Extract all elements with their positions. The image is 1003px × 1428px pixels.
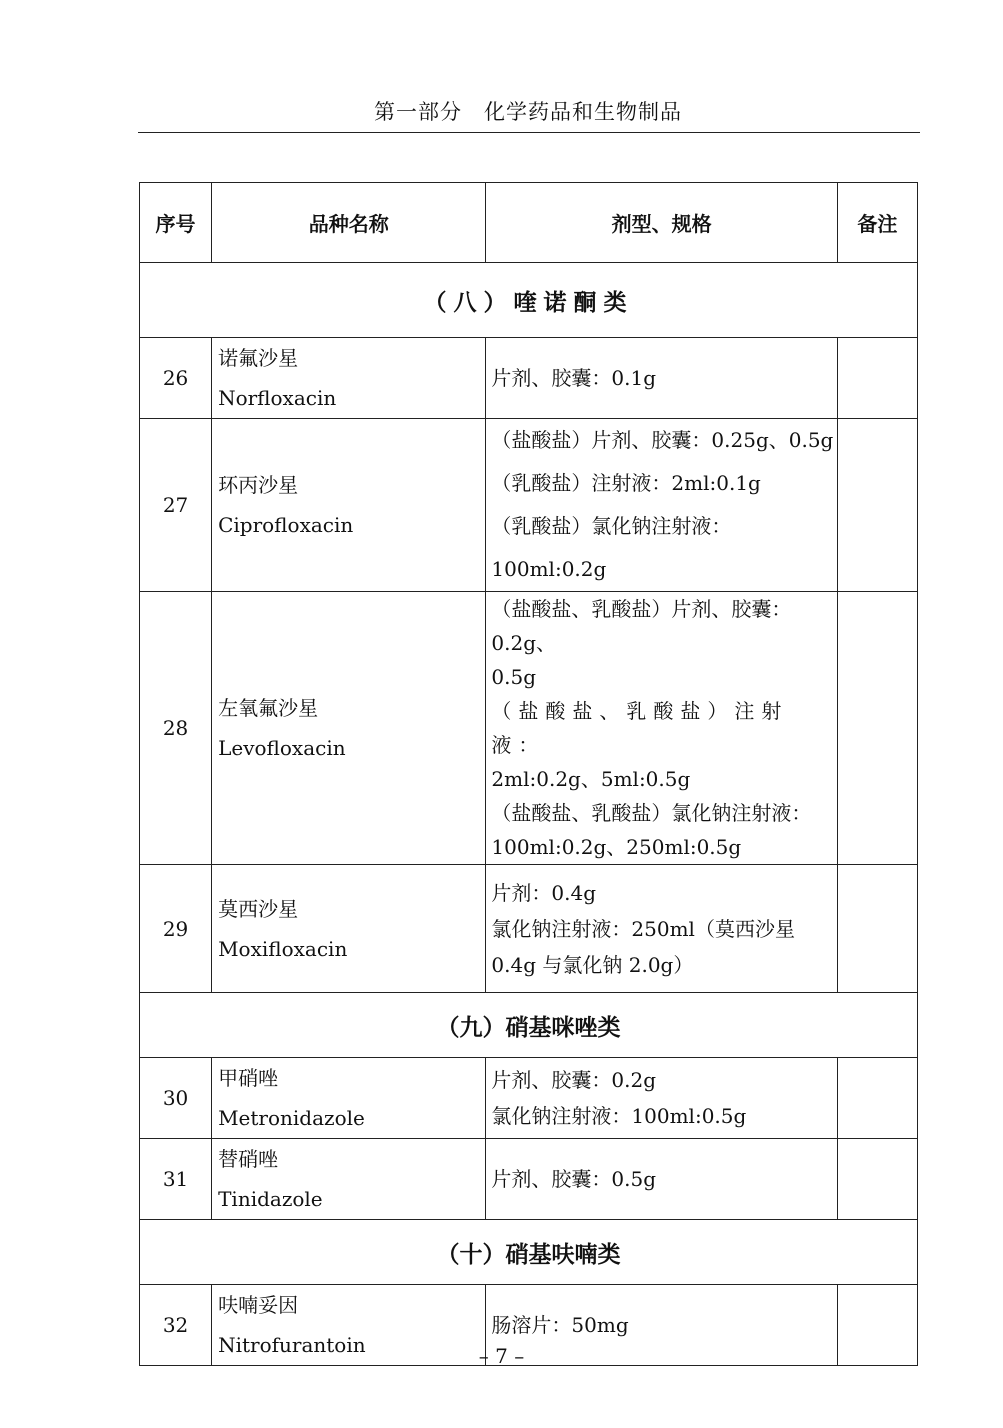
drug-name-en: Moxifloxacin (218, 936, 348, 961)
table-row (140, 419, 918, 592)
table-row (140, 1139, 918, 1220)
column-header-index: 序号 (140, 183, 212, 263)
drug-note (837, 592, 917, 865)
drug-name-zh: 甲硝唑 (218, 1066, 279, 1090)
drug-name-zh: 环丙沙星 (218, 473, 299, 497)
column-header-note: 备注 (837, 183, 917, 263)
spec-line: 100ml:0.2g、250ml:0.5g (491, 835, 742, 859)
row-index: 32 (140, 1285, 212, 1366)
page-number: – 7 – (478, 1344, 525, 1368)
table-row (140, 865, 918, 993)
column-header-spec: 剂型、规格 (486, 183, 837, 263)
drug-note (837, 1058, 917, 1139)
row-index: 29 (140, 865, 212, 993)
drug-note (837, 419, 917, 592)
row-index: 27 (140, 419, 212, 592)
row-index: 31 (140, 1139, 212, 1220)
section-title: （十）硝基呋喃类 (140, 1220, 918, 1285)
drug-name-zh: 呋喃妥因 (218, 1293, 299, 1317)
spec-line: （乳酸盐）注射液：2ml:0.1g (491, 471, 761, 495)
drug-name-zh: 替硝唑 (218, 1147, 279, 1171)
drug-note (837, 865, 917, 993)
drug-name (212, 338, 486, 419)
drug-name-en: Nitrofurantoin (218, 1333, 366, 1357)
drug-table (139, 182, 918, 1366)
section-row (140, 263, 918, 338)
drug-spec (486, 419, 837, 592)
drug-spec (486, 592, 837, 865)
spec-line: （盐酸盐、乳酸盐）氯化钠注射液： (491, 801, 812, 825)
spec-line: 片剂、胶囊：0.2g (491, 1068, 657, 1092)
drug-name-zh: 左氧氟沙星 (218, 696, 319, 720)
spec-line: 氯化钠注射液：100ml:0.5g (491, 1104, 747, 1128)
row-index: 26 (140, 338, 212, 419)
spec-line: 0.5g (491, 665, 537, 689)
drug-name (212, 419, 486, 592)
section-row (140, 993, 918, 1058)
spec-line: 2ml:0.2g、5ml:0.5g (491, 767, 691, 791)
table-row (140, 338, 918, 419)
spec-line: 肠溶片：50mg (491, 1313, 629, 1337)
drug-name-en: Levofloxacin (218, 736, 346, 760)
drug-name-en: Metronidazole (218, 1106, 365, 1130)
drug-note (837, 338, 917, 419)
drug-name-zh: 诺氟沙星 (218, 346, 299, 370)
header-divider (138, 132, 920, 133)
spec-line: 片剂、胶囊：0.1g (491, 366, 657, 390)
spec-line: （乳酸盐）氯化钠注射液：100ml:0.2g (491, 514, 732, 581)
drug-name-en: Ciprofloxacin (218, 513, 354, 537)
drug-note (837, 1139, 917, 1220)
spec-line: （盐酸盐）片剂、胶囊：0.25g、0.5g (491, 428, 834, 452)
drug-spec (486, 338, 837, 419)
drug-name-zh: 莫西沙星 (218, 896, 299, 921)
drug-name (212, 865, 486, 993)
spec-line: （盐酸盐、乳酸盐）注射液： (491, 699, 789, 757)
drug-name-en: Tinidazole (218, 1187, 323, 1211)
drug-name (212, 1139, 486, 1220)
drug-name (212, 1058, 486, 1139)
drug-name (212, 592, 486, 865)
table-row (140, 592, 918, 865)
drug-spec (486, 1058, 837, 1139)
section-title: （八）喹诺酮类 (140, 263, 918, 338)
spec-line: 氯化钠注射液：250ml（莫西沙星 (491, 916, 795, 941)
spec-line: 0.4g 与氯化钠 2.0g） (491, 952, 694, 977)
spec-line: （盐酸盐、乳酸盐）片剂、胶囊：0.2g、 (491, 597, 792, 655)
drug-spec (486, 1139, 837, 1220)
spec-line: 片剂：0.4g (491, 880, 597, 905)
row-index: 28 (140, 592, 212, 865)
drug-name-en: Norfloxacin (218, 386, 337, 410)
section-row (140, 1220, 918, 1285)
page-header-title: 第一部分 化学药品和生物制品 (374, 100, 682, 124)
table-row (140, 1058, 918, 1139)
drug-spec (486, 865, 837, 993)
spec-line: 片剂、胶囊：0.5g (491, 1167, 657, 1191)
section-title: （九）硝基咪唑类 (140, 993, 918, 1058)
table-header-row (140, 183, 918, 263)
column-header-name: 品种名称 (212, 183, 486, 263)
row-index: 30 (140, 1058, 212, 1139)
